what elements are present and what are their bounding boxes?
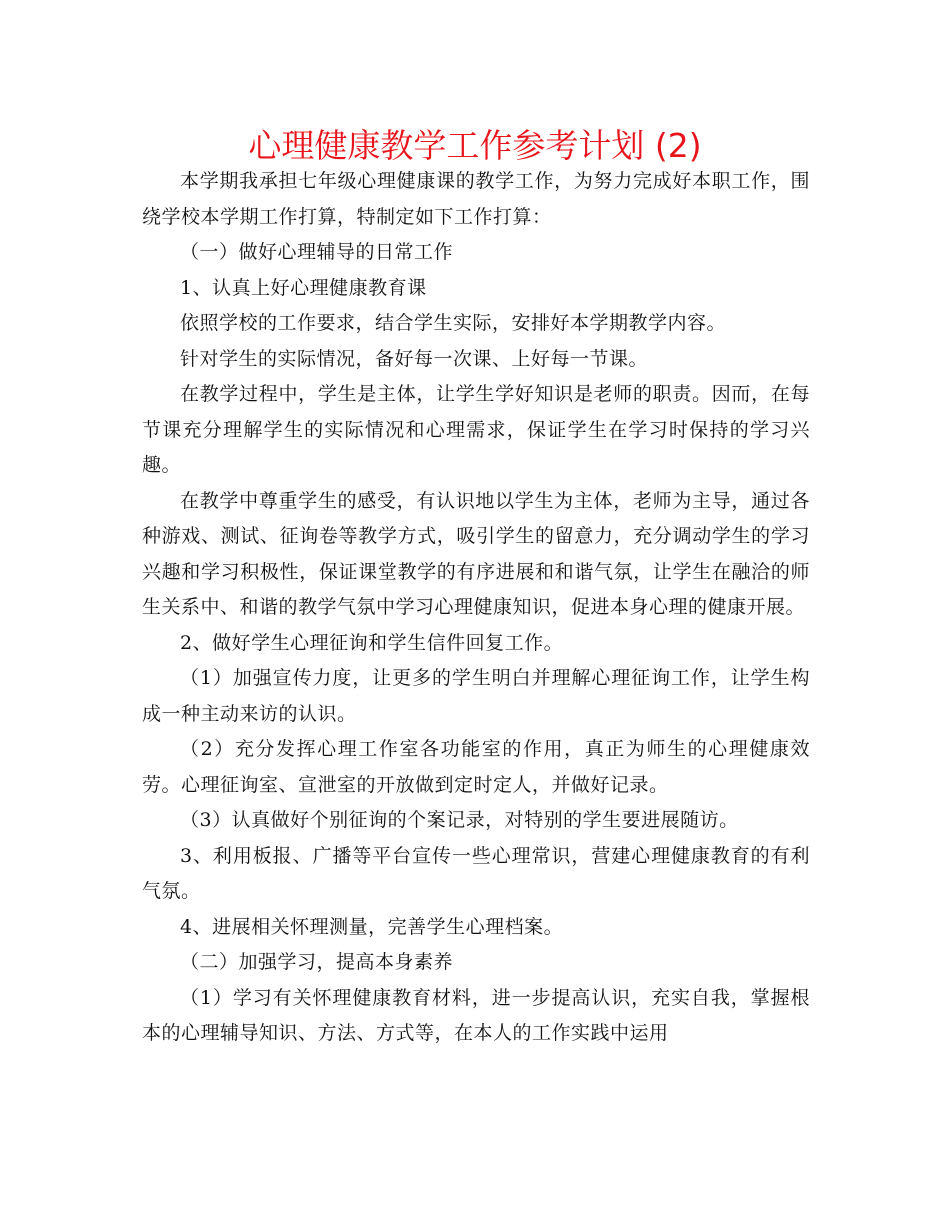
paragraph: 依照学校的工作要求，结合学生实际，安排好本学期教学内容。 bbox=[180, 312, 727, 334]
sub-item: （1）加强宣传力度，让更多的学生明白并理解心理征询工作，让学生构成一种主动来访的认识。 bbox=[142, 667, 810, 725]
paragraph: 在教学过程中，学生是主体，让学生学好知识是老师的职责。因而，在每节课充分理解学生的实际情况和心理需求，保证学生在学习时保持的学习兴趣。 bbox=[142, 383, 810, 476]
sub-item: （2）充分发挥心理工作室各功能室的作用，真正为师生的心理健康效劳。心理征询室、宣泄室的开放做到定时定人，并做好记录。 bbox=[142, 738, 810, 796]
document-title: 心理健康教学工作参考计划 (2) bbox=[248, 126, 702, 165]
document-body bbox=[142, 164, 810, 1052]
section-heading-1: （一）做好心理辅导的日常工作 bbox=[180, 241, 454, 263]
item-heading-2: 2、做好学生心理征询和学生信件回复工作。 bbox=[180, 631, 564, 654]
sub-item: （3）认真做好个别征询的个案记录，对特别的学生要进展随访。 bbox=[180, 809, 739, 831]
section-heading-2: （二）加强学习，提高本身素养 bbox=[180, 951, 454, 973]
paragraph: 针对学生的实际情况，备好每一次课、上好每一节课。 bbox=[180, 347, 649, 370]
item-heading-3: 3、利用板报、广播等平台宣传一些心理常识，营建心理健康教育的有利气氛。 bbox=[142, 844, 810, 902]
paragraph-intro: 本学期我承担七年级心理健康课的教学工作，为努力完成好本职工作，围绕学校本学期工作打算，特制定如下工作打算： bbox=[142, 170, 810, 228]
item-heading-1: 1、认真上好心理健康教育课 bbox=[180, 276, 427, 299]
paragraph: 在教学中尊重学生的感受，有认识地以学生为主体，老师为主导，通过各种游戏、测试、征询卷等教学方式，吸引学生的留意力，充分调动学生的学习兴趣和学习积极性，保证课堂教学的有序进展和和谐气氛，让学生在融洽的师生关系中、和谐的教学气氛中学习心理健康知识，促进本身心理的健康开展。 bbox=[142, 489, 810, 618]
item-heading-4: 4、进展相关怀理测量，完善学生心理档案。 bbox=[180, 915, 564, 938]
sub-item: （1）学习有关怀理健康教育材料，进一步提高认识，充实自我，掌握根本的心理辅导知识、方法、方式等，在本人的工作实践中运用 bbox=[142, 986, 810, 1044]
